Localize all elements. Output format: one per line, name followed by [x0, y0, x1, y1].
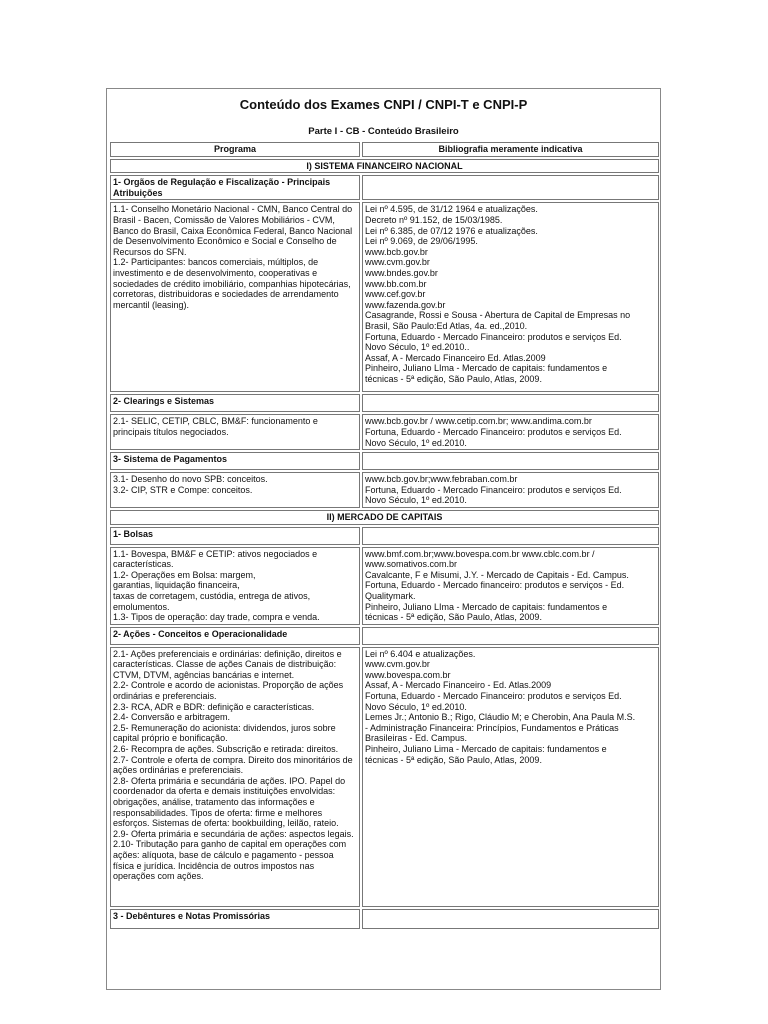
- bibliography-line: Novo Século, 1º ed.2010..: [365, 342, 470, 353]
- section-title: I) SISTEMA FINANCEIRO NACIONAL: [110, 159, 659, 174]
- bibliography-link[interactable]: www.bndes.gov.br: [365, 267, 438, 278]
- empty-cell: [362, 527, 659, 545]
- document-title: Conteúdo dos Exames CNPI / CNPI-T e CNPI-P: [239, 97, 528, 112]
- program-item: 2.7- Controle e oferta de compra. Direito dos minoritários de ações ordinárias e preferenciais.: [113, 754, 353, 776]
- bibliography-line: Brasileiras - Ed. Campus.: [365, 733, 468, 744]
- empty-cell: [362, 452, 659, 470]
- bibliography-line: Lei nº 9.069, de 29/06/1995.: [365, 236, 478, 247]
- topic-heading-row: [110, 452, 659, 470]
- program-cell: [110, 202, 360, 392]
- empty-cell: [362, 394, 659, 412]
- bibliography-cell: [362, 472, 659, 508]
- program-item: 2.1- Ações preferenciais e ordinárias: definição, direitos e características. Classe de ações Canais de distribuição: CTVM, DTVM, agências bancárias e internet.: [113, 648, 342, 680]
- column-header-bibliography: Bibliografia meramente indicativa: [362, 142, 659, 157]
- program-item: 2.3- RCA, ADR e BDR: definição e características.: [113, 701, 315, 712]
- topic-heading-row: [110, 627, 659, 645]
- program-item: 2.8- Oferta primária e secundária de ações. IPO. Papel do coordenador da oferta e demais instituições envolvidas: obrigações, análise, tratamento das informações e responsabilidades. Tipos de oferta: firme e melhores esforços. Sistemas de oferta: bookbuilding, leilão, rateio.: [113, 775, 346, 829]
- bibliography-line: Assaf, A - Mercado Financeiro Ed. Atlas.2009: [365, 352, 546, 363]
- bibliography-link[interactable]: www.cvm.gov.br: [365, 659, 430, 670]
- bibliography-link[interactable]: www.bb.com.br: [365, 278, 427, 289]
- bibliography-line: Cavalcante, F e Misumi, J.Y. - Mercado de Capitais - Ed. Campus.: [365, 569, 629, 580]
- topic-heading-row: [110, 527, 659, 545]
- bibliography-link[interactable]: www.bcb.gov.br / www.cetip.com.br; www.andima.com.br: [365, 416, 592, 427]
- section-row: [110, 159, 659, 174]
- topic-heading-row: [110, 909, 659, 929]
- bibliography-line: Pinheiro, Juliano LIma - Mercado de capitais: fundamentos e: [365, 601, 608, 612]
- program-item: 1.1- Conselho Monetário Nacional - CMN, Banco Central do Brasil - Bacen, Comissão de Valores Mobiliários - CVM, Banco do Brasil, Caixa Econômica Federal, Banco Nacional de Desenvolvimento Econômico e Social e Conselho de Recursos do SFN.: [113, 204, 353, 257]
- program-item: 2.6- Recompra de ações. Subscrição e retirada: direitos.: [113, 744, 339, 755]
- content-table: [108, 140, 661, 931]
- topic-body-row: [110, 547, 659, 625]
- program-cell: [110, 414, 360, 450]
- program-item: 2.10- Tributação para ganho de capital em operações com ações: alíquota, base de cálculo e pagamento - pessoa física e jurídica. Incidência de outros impostos nas operações com ações.: [113, 839, 347, 882]
- column-header-program: Programa: [110, 142, 360, 157]
- bibliography-link[interactable]: www.bcb.gov.br;www.febraban.com.br: [365, 474, 518, 485]
- bibliography-line: Lei nº 6.385, de 07/12 1976 e atualizações.: [365, 225, 538, 236]
- document-frame: [106, 88, 661, 990]
- program-item: 3.1- Desenho do novo SPB: conceitos.: [113, 474, 268, 485]
- bibliography-line: Brasil, São Paulo:Ed Atlas, 4a. ed.,2010.: [365, 320, 528, 331]
- bibliography-link[interactable]: www.bovespa.com.br: [365, 669, 451, 680]
- bibliography-line: técnicas - 5ª edição, São Paulo, Atlas, 2009.: [365, 373, 542, 384]
- bibliography-link[interactable]: www.bmf.com.br;www.bovespa.com.br www.cblc.com.br /: [365, 548, 595, 559]
- empty-cell: [362, 175, 659, 200]
- topic-heading: 3- Sistema de Pagamentos: [110, 452, 360, 470]
- program-item: 2.4- Conversão e arbitragem.: [113, 712, 231, 723]
- topic-heading-row: [110, 175, 659, 200]
- topic-heading: 2- Clearings e Sistemas: [110, 394, 360, 412]
- bibliography-line: Lemes Jr.; Antonio B.; Rigo, Cláudio M; e Cherobin, Ana Paula M.S.: [365, 712, 636, 723]
- header-row: [110, 142, 659, 157]
- program-item: 1.2- Operações em Bolsa: margem,: [113, 569, 256, 580]
- bibliography-cell: [362, 414, 659, 450]
- program-item: 2.5- Remuneração do acionista: dividendos, juros sobre capital próprio e bonificação.: [113, 722, 336, 744]
- topic-body-row: [110, 472, 659, 508]
- bibliography-line: Lei nº 6.404 e atualizações.: [365, 648, 476, 659]
- bibliography-link[interactable]: www.bcb.gov.br: [365, 246, 428, 257]
- bibliography-cell: [362, 647, 659, 907]
- bibliography-line: Casagrande, Rossi e Sousa - Abertura de Capital de Empresas no: [365, 310, 631, 321]
- program-item: garantias, liquidação financeira,: [113, 580, 240, 591]
- bibliography-line: Lei nº 4.595, de 31/12 1964 e atualizações.: [365, 204, 538, 215]
- bibliography-line: Fortuna, Eduardo - Mercado Financeiro: produtos e serviços Ed.: [365, 426, 622, 437]
- program-item: taxas de corretagem, custódia, entrega de ativos,: [113, 590, 311, 601]
- program-item: 2.2- Controle e acordo de acionistas. Proporção de ações ordinárias e preferenciais.: [113, 680, 344, 702]
- empty-cell: [362, 909, 659, 929]
- program-item: 1.2- Participantes: bancos comerciais, múltiplos, de investimento e de desenvolvimento, cooperativas e sociedades de crédito imobiliário, companhias hipotecárias, corretoras, distribuidoras e sociedades de arrendamento mercantil (leasing).: [113, 257, 351, 310]
- topic-heading-row: [110, 394, 659, 412]
- bibliography-cell: [362, 547, 659, 625]
- topic-heading: 3 - Debêntures e Notas Promissórias: [110, 909, 360, 929]
- section-row: [110, 510, 659, 525]
- topic-heading: 2- Ações - Conceitos e Operacionalidade: [110, 627, 360, 645]
- bibliography-line: Assaf, A - Mercado Financeiro - Ed. Atlas.2009: [365, 680, 552, 691]
- program-item: 3.2- CIP, STR e Compe: conceitos.: [113, 484, 253, 495]
- bibliography-cell: [362, 202, 659, 392]
- bibliography-line: técnicas - 5ª edição, São Paulo, Atlas, 2009.: [365, 612, 542, 623]
- bibliography-link[interactable]: www.cef.gov.br: [365, 289, 426, 300]
- bibliography-link[interactable]: www.cvm.gov.br: [365, 257, 430, 268]
- topic-body-row: [110, 414, 659, 450]
- topic-heading: 1- Orgãos de Regulação e Fiscalização - Principais Atribuições: [110, 175, 360, 200]
- bibliography-line: Fortuna, Eduardo - Mercado Financeiro: produtos e serviços Ed.: [365, 484, 622, 495]
- program-item: emolumentos.: [113, 601, 170, 612]
- bibliography-line: Pinheiro, Juliano Lima - Mercado de capitais: fundamentos e: [365, 744, 607, 755]
- topic-body-row: [110, 202, 659, 392]
- bibliography-line: Decreto nº 91.152, de 15/03/1985.: [365, 214, 503, 225]
- program-item: 2.1- SELIC, CETIP, CBLC, BM&F: funcionamento e principais títulos negociados.: [113, 416, 318, 437]
- program-cell: [110, 647, 360, 907]
- part-title: Parte I - CB - Conteúdo Brasileiro: [308, 126, 459, 137]
- bibliography-line: Novo Século, 1º ed.2010.: [365, 437, 467, 448]
- bibliography-line: - Administração Financeira: Princípios, Fundamentos e Práticas: [365, 722, 619, 733]
- program-item: 2.9- Oferta primária e secundária de ações: aspectos legais.: [113, 828, 354, 839]
- bibliography-line: Pinheiro, Juliano LIma - Mercado de capitais: fundamentos e: [365, 363, 608, 374]
- bibliography-line: Fortuna, Eduardo - Mercado Financeiro: produtos e serviços Ed.: [365, 691, 622, 702]
- bibliography-line: Novo Século, 1º ed.2010.: [365, 701, 467, 712]
- bibliography-link[interactable]: www.fazenda.gov.br: [365, 299, 446, 310]
- section-title: II) MERCADO DE CAPITAIS: [110, 510, 659, 525]
- topic-body-row: [110, 647, 659, 907]
- bibliography-line: Fortuna, Eduardo - Mercado financeiro: produtos e serviços - Ed.: [365, 580, 625, 591]
- program-item: 1.3- Tipos de operação: day trade, compra e venda.: [113, 612, 320, 623]
- topic-heading: 1- Bolsas: [110, 527, 360, 545]
- bibliography-line: Fortuna, Eduardo - Mercado Financeiro: produtos e serviços Ed.: [365, 331, 622, 342]
- program-cell: [110, 472, 360, 508]
- bibliography-line: Novo Século, 1º ed.2010.: [365, 495, 467, 506]
- bibliography-line: técnicas - 5ª edição, São Paulo, Atlas, 2009.: [365, 754, 542, 765]
- bibliography-link[interactable]: www.somativos.com.br: [365, 559, 458, 570]
- program-item: 1.1- Bovespa, BM&F e CETIP: ativos negociados e características.: [113, 548, 318, 570]
- bibliography-line: Qualitymark.: [365, 590, 416, 601]
- empty-cell: [362, 627, 659, 645]
- program-cell: [110, 547, 360, 625]
